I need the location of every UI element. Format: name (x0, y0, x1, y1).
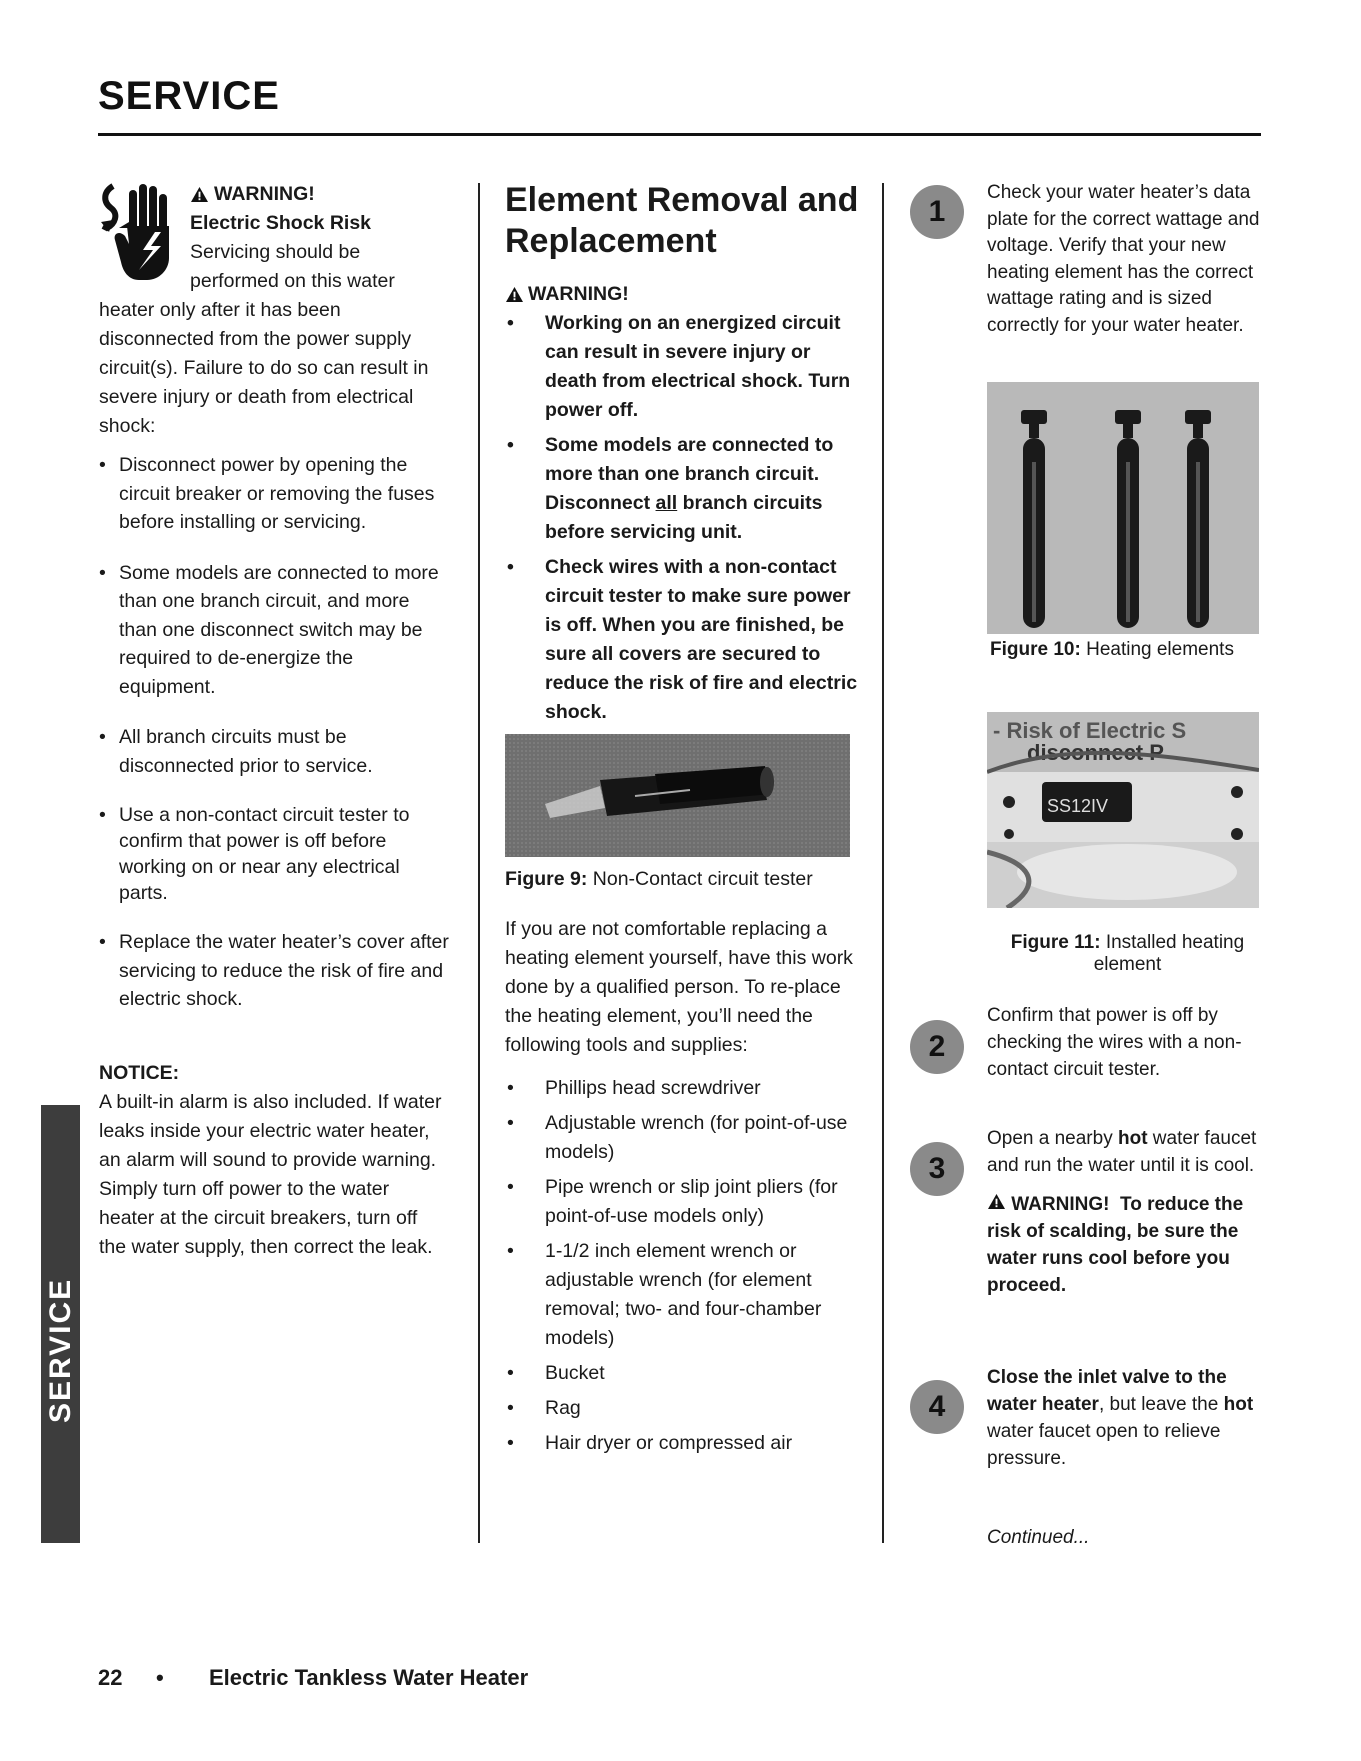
side-tab (41, 1105, 80, 1543)
list-item: • Disconnect power by opening the circuit breaker or removing the fuses before installing or servicing. (99, 451, 449, 537)
side-tab-label: SERVICE (44, 1277, 77, 1423)
page-number: 22 (98, 1665, 123, 1690)
step-3 (910, 1128, 1262, 1299)
warning-triangle-icon (987, 1193, 1006, 1210)
step-text (987, 1125, 1262, 1179)
list-item: • Check wires with a non-contact circuit tester to make sure power is off. When you are finished, be sure all covers are secured to reduce the risk of fire and electric shock. (505, 553, 860, 727)
list-item: • Phillips head screwdriver (505, 1074, 860, 1103)
column-element-removal (505, 180, 860, 1464)
step-number-badge: 1 (910, 185, 964, 239)
electric-shock-icon (99, 182, 177, 282)
column-divider (478, 183, 480, 1543)
photo-label-text: disconnect P (1027, 740, 1164, 765)
caption-text: Installed heating (1105, 932, 1245, 953)
figure-9-caption (505, 865, 860, 894)
list-item: • 1-1/2 inch element wrench or adjustable wrench (for element removal; two- and four-chamber models) (505, 1237, 860, 1353)
notice-title: NOTICE: (99, 1061, 180, 1084)
bold-text: Close the inlet valve to the water heater (987, 1367, 1227, 1415)
underlined-text: all (655, 492, 678, 514)
warning-title (190, 180, 449, 209)
figure-11-image (987, 712, 1259, 908)
warning-label: WARNING! (1011, 1194, 1110, 1215)
caption-label: Figure 9: (505, 868, 588, 890)
warning-bullet-list (505, 309, 860, 727)
warning-subtitle: Electric Shock Risk (190, 212, 372, 234)
bold-text: hot (1117, 1128, 1148, 1149)
step-4 (910, 1367, 1262, 1472)
step-2 (910, 1005, 1262, 1083)
step-text-part: , but leave the (1098, 1394, 1224, 1415)
warning-label: WARNING! (528, 283, 629, 305)
list-item-text: branch circuits before servicing unit. (545, 492, 823, 543)
step-text-part: water faucet open to relieve pressure. (987, 1421, 1221, 1469)
list-item: • Hair dryer or compressed air (505, 1429, 860, 1458)
step-text: Confirm that power is off by checking the wires with a non-contact circuit tester. (987, 1005, 1242, 1080)
step-number-badge: 3 (910, 1142, 964, 1196)
step-text-part: water faucet and run the water until it is cool. (987, 1128, 1257, 1176)
step-text (987, 1364, 1262, 1472)
section-heading (505, 180, 860, 262)
heading-line: Element Removal and (505, 181, 859, 219)
footer-separator: • (156, 1665, 164, 1690)
continued-note: Continued... (987, 1527, 1090, 1548)
step-number-badge: 4 (910, 1380, 964, 1434)
list-item: • Rag (505, 1394, 860, 1423)
warning-triangle-icon (505, 286, 524, 303)
list-item (505, 431, 860, 547)
warning-label: WARNING! (214, 183, 315, 205)
column-steps (910, 180, 1260, 1560)
column-divider (882, 183, 884, 1543)
figure-10-caption (990, 635, 1234, 664)
step-1 (910, 182, 1262, 339)
figure-11-caption (990, 932, 1265, 976)
list-item: • Some models are connected to more than one branch circuit, and more than one disconnect switch may be required to de-energize the equipment. (99, 559, 449, 702)
caption-label: Figure 11: (1010, 932, 1101, 953)
list-item-text: Some models are connected to more than one branch circuit. Disconnect (545, 434, 834, 514)
step-text-part: Open a nearby (987, 1128, 1118, 1149)
list-item: • Replace the water heater’s cover after servicing to reduce the risk of fire and electric shock. (99, 928, 449, 1014)
page-title: SERVICE (98, 74, 280, 118)
figure-9-image (505, 734, 850, 857)
page-footer (98, 1665, 528, 1691)
step-number-badge: 2 (910, 1020, 964, 1074)
heading-line: Replacement (505, 222, 717, 260)
caption-text: Heating elements (1086, 639, 1234, 660)
list-item: • Pipe wrench or slip joint pliers (for point-of-use models only) (505, 1173, 860, 1231)
list-item: • Bucket (505, 1359, 860, 1388)
figure-10-image (987, 382, 1259, 634)
list-item: • Use a non-contact circuit tester to confirm that power is off before working on or near any electrical parts. (99, 802, 449, 906)
list-item: • All branch circuits must be disconnected prior to service. (99, 723, 449, 780)
warning-triangle-icon (190, 186, 209, 203)
caption-text: element (1093, 954, 1162, 975)
caption-label: Figure 10: (990, 639, 1081, 660)
tools-intro: If you are not comfortable replacing a heating element yourself, have this work done by a qualified person. To re-place the heating element, you’ll need the following tools and supplies: (505, 918, 853, 1056)
safety-bullet-list (99, 451, 449, 1014)
column-safety-warnings (99, 180, 449, 1262)
warning-title (505, 280, 860, 309)
step-warning (987, 1191, 1262, 1299)
list-item: • Working on an energized circuit can result in severe injury or death from electrical shock. Turn power off. (505, 309, 860, 425)
title-rule (98, 133, 1261, 136)
photo-label-text: SS12IV (1047, 796, 1109, 816)
bold-text: hot (1223, 1394, 1254, 1415)
footer-title: Electric Tankless Water Heater (209, 1665, 529, 1690)
warning-body: heater only after it has been disconnected from the power supply circuit(s). Failure to do so can result in severe injury or death from electrical shock: (99, 299, 429, 437)
step-content (987, 1125, 1262, 1299)
notice-body: A built-in alarm is also included. If water leaks inside your electric water heater, an alarm will sound to provide warning. Simply turn off power to the water heater at the circuit breakers, turn off the water supply, then correct the leak. (99, 1090, 442, 1258)
list-item: • Adjustable wrench (for point-of-use models) (505, 1109, 860, 1167)
step-text: Check your water heater’s data plate for the correct wattage and voltage. Verify that your new heating element has the correct wattage rating and is sized correctly for your water heater. (987, 182, 1260, 336)
caption-text: Non-Contact circuit tester (592, 868, 813, 890)
warning-text: To reduce the risk of scalding, be sure the water runs cool before you proceed. (987, 1194, 1244, 1296)
tools-list (505, 1074, 860, 1458)
warning-line: Servicing should be (190, 241, 361, 263)
warning-line: performed on this water (190, 270, 395, 292)
photo-label-text: - Risk of Electric S (993, 718, 1187, 743)
